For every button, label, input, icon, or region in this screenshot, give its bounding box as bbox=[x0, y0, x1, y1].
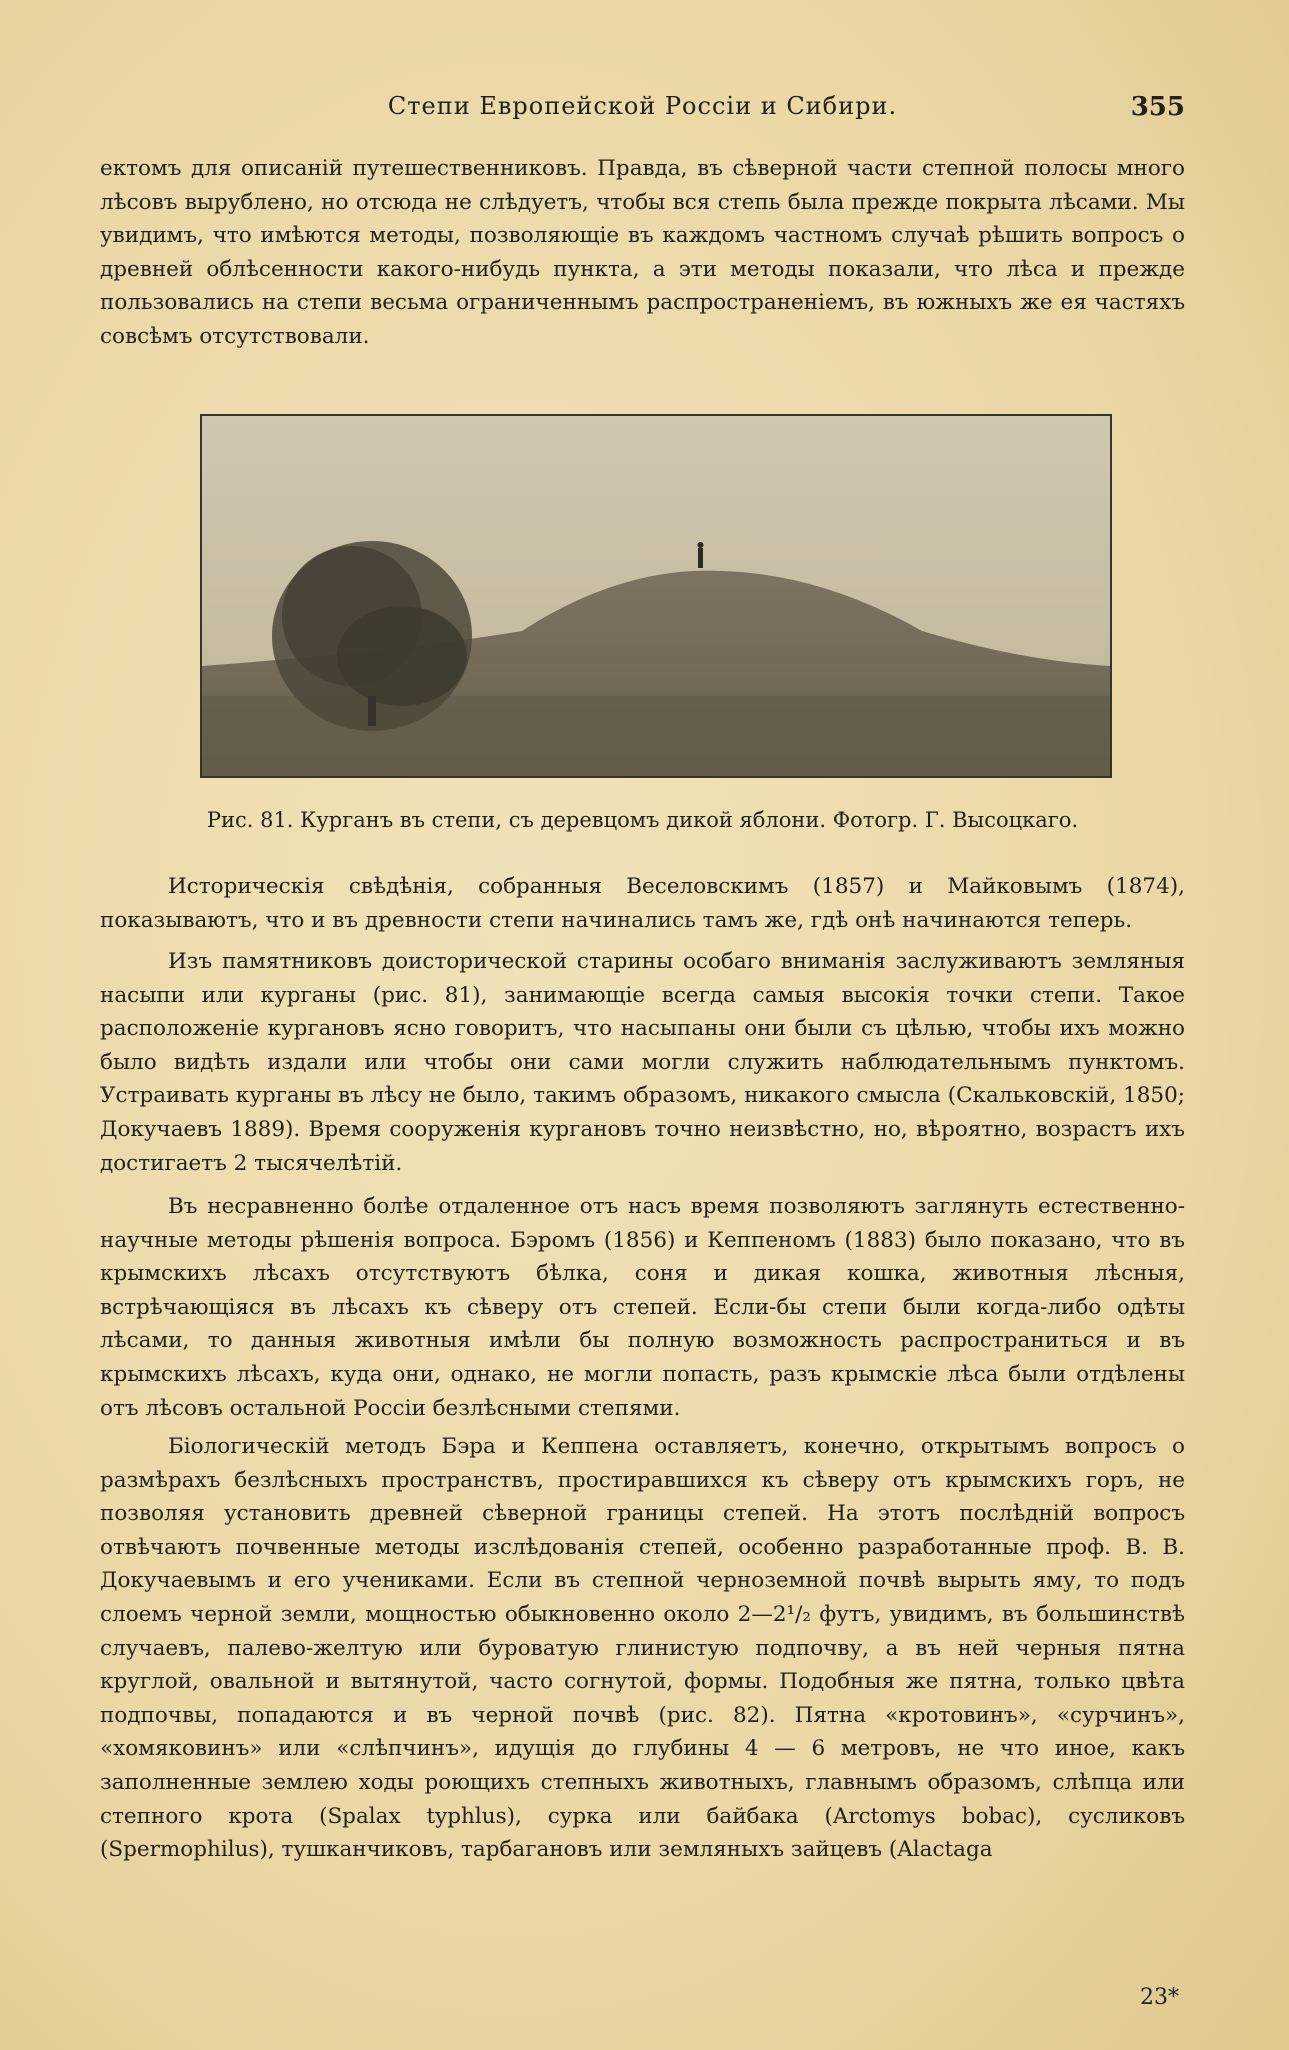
signature-mark: 23* bbox=[1140, 1985, 1179, 2010]
apple-tree bbox=[272, 541, 472, 731]
header-title: Степи Европейской Россіи и Сибири. bbox=[387, 92, 898, 120]
page-number: 355 bbox=[1130, 92, 1185, 122]
paragraph-4: Біологическій методъ Бэра и Кеппена оставляетъ, конечно, открытымъ вопросъ о размѣрахъ безлѣсныхъ пространствъ, простиравшихся къ сѣверу отъ крымскихъ горъ, не позволяя установить древней сѣверной границы степей. На этотъ послѣдній вопросъ отвѣчаютъ почвенные методы изслѣдованія степей, особенно разработанные проф. В. В. Докучаевымъ и его учениками. Если въ степной черноземной почвѣ вырыть яму, то подъ слоемъ черной земли, мощностью обыкновенно около 2—2¹/₂ футъ, увидимъ, въ большинствѣ случаевъ, палево-желтую или буроватую глинистую подпочву, а въ ней черныя пятна круглой, овальной и вытянутой, часто согнутой, формы. Подобныя же пятна, только цвѣта подпочвы, попадаются и въ черной почвѣ (рис. 82). Пятна «кротовинъ», «сурчинъ», «хомяковинъ» или «слѣпчинъ», идущія до глубины 4 — 6 метровъ, не что иное, какъ заполненные землею ходы роющихъ степныхъ животныхъ, главнымъ образомъ, слѣпца или степного крота (Spalax typhlus), сурка или байбака (Arctomys bobac), сусликовъ (Spermophilus), тушканчиковъ, тарбагановъ или земляныхъ зайцевъ (Alactaga bbox=[100, 1434, 1185, 1863]
paragraph-3: Въ несравненно болѣе отдаленное отъ насъ время позволяютъ заглянуть естественно-научные методы рѣшенія вопроса. Бэромъ (1856) и Кеппеномъ (1883) было показано, что въ крымскихъ лѣсахъ отсутствуютъ бѣлка, соня и дикая кошка, животныя лѣсныя, встрѣчающіяся въ лѣсахъ къ сѣверу отъ степей. Если-бы степи были когда-либо одѣты лѣсами, то данныя животныя имѣли бы полную возможность распространиться и въ крымскихъ лѣсахъ, куда они, однако, не могли попасть, разъ крымскіе лѣса были отдѣлены отъ лѣсовъ остальной Россіи безлѣсными степями. bbox=[100, 1194, 1185, 1421]
running-header bbox=[100, 92, 1185, 128]
figure-caption: Рис. 81. Курганъ въ степи, съ деревцомъ дикой яблони. Фотогр. Г. Высоцкаго. bbox=[206, 808, 1079, 832]
paragraph-1: Историческія свѣдѣнія, собранныя Веселовскимъ (1857) и Майковымъ (1874), показываютъ, что и въ древности степи начинались тамъ же, гдѣ онѣ начинаются теперь. bbox=[100, 874, 1185, 933]
standing-figure bbox=[698, 542, 704, 568]
figure-photo-kurgan bbox=[200, 414, 1112, 778]
paragraph-2: Изъ памятниковъ доисторической старины особаго вниманія заслуживаютъ земляныя насыпи или курганы (рис. 81), занимающіе всегда самыя высокія точки степи. Такое расположеніе кургановъ ясно говоритъ, что насыпаны они были съ цѣлью, чтобы ихъ можно было видѣть издали или чтобы они сами могли служить наблюдательнымъ пунктомъ. Устраивать курганы въ лѣсу не было, такимъ образомъ, никакого смысла (Скальковскій, 1850; Докучаевъ 1889). Время сооруженія кургановъ точно неизвѣстно, но, вѣроятно, возрастъ ихъ достигаетъ 2 тысячелѣтій. bbox=[100, 949, 1185, 1176]
kurgan-photo-illustration bbox=[202, 416, 1110, 776]
paragraph-intro: ектомъ для описаній путешественниковъ. Правда, въ сѣверной части степной полосы много лѣсовъ вырублено, но отсюда не слѣдуетъ, чтобы вся степь была прежде покрыта лѣсами. Мы увидимъ, что имѣются методы, позволяющіе въ каждомъ частномъ случаѣ рѣшить вопросъ о древней облѣсенности какого-нибудь пункта, а эти методы показали, что лѣса и прежде пользовались на степи весьма ограниченнымъ распространеніемъ, въ южныхъ же ея частяхъ совсѣмъ отсутствовали. bbox=[100, 156, 1185, 349]
